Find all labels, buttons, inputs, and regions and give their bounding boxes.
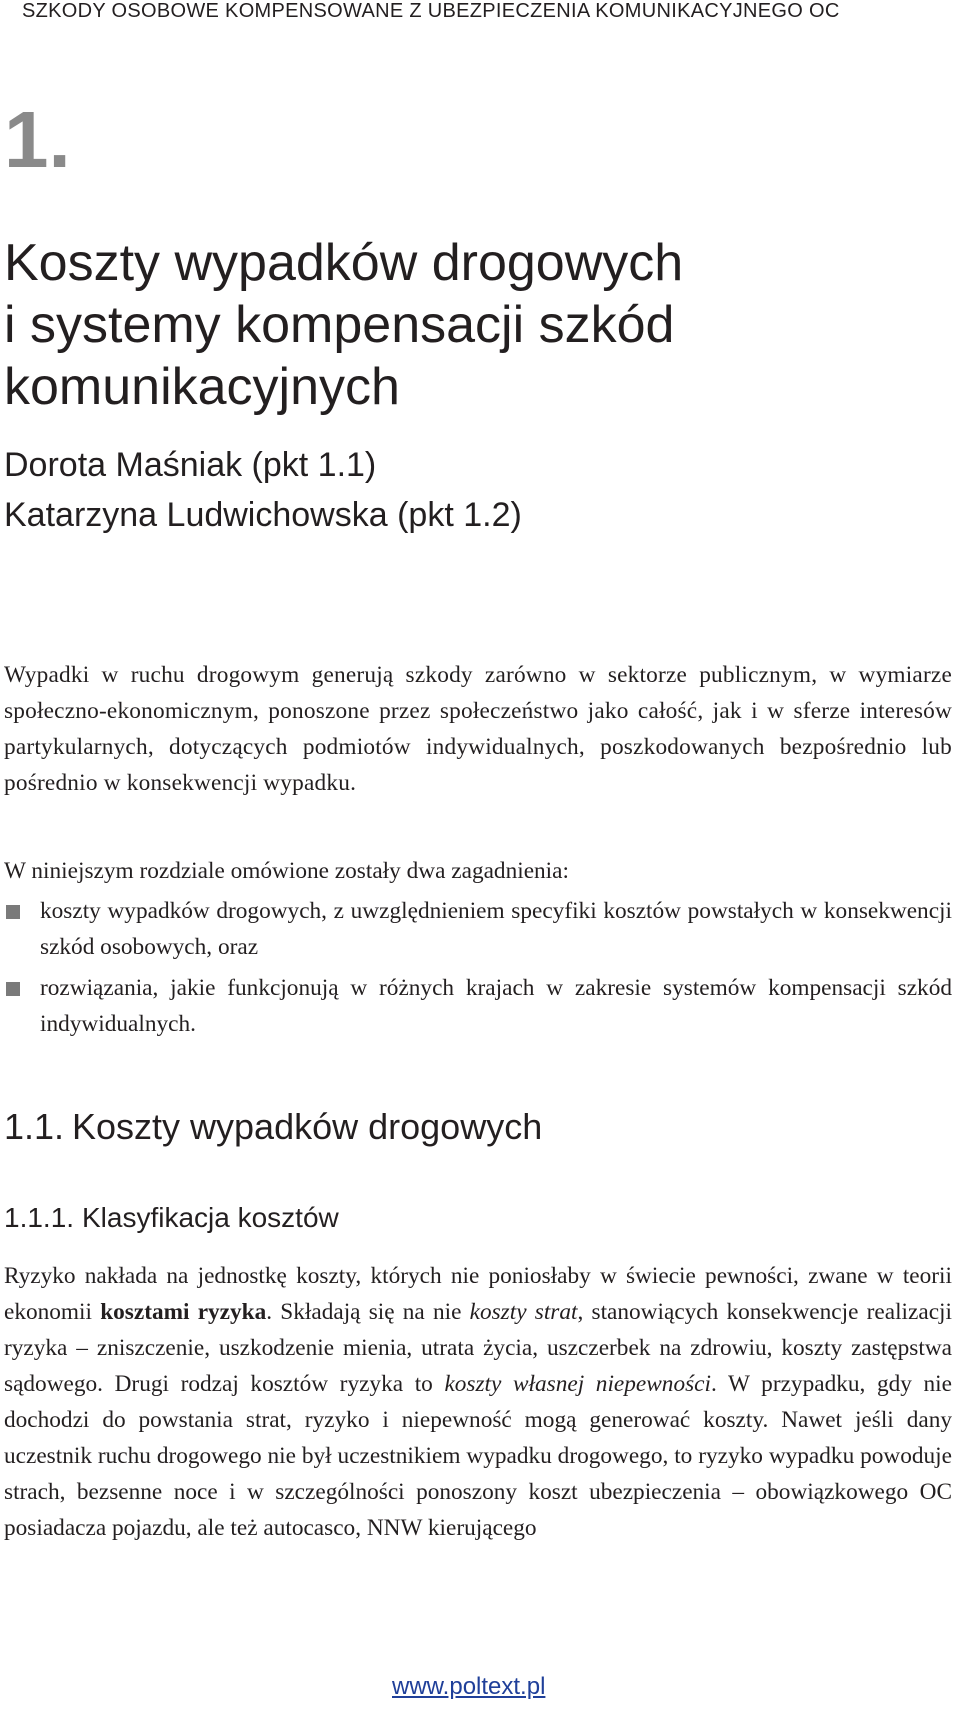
running-header: SZKODY OSOBOWE KOMPENSOWANE Z UBEZPIECZENIA KOMUNIKACYJNEGO OC [22,0,840,22]
chapter-title-line: Koszty wypadków drogowych [4,234,684,292]
section-title: Koszty wypadków drogowych [72,1106,543,1147]
body-text: . W przypadku, gdy nie dochodzi do powstania strat, ryzyko i niepewność mogą generować koszty. Nawet jeśli dany uczestnik ruchu drogowego nie był uczestnikiem wypadku drogowego, to ryzyko wypadku powoduje strach, bezsenne noce i w szczególności ponoszony koszt ubezpieczenia – obowiązkowego OC posiadacza pojazdu, ale też autocasco, NNW kierującego [4,1371,952,1541]
list-item [4,893,952,965]
author: Dorota Maśniak (pkt 1.1) [4,446,377,484]
section-body-paragraph [4,1258,952,1546]
chapter-number: 1. [4,95,71,184]
subsection-heading [4,1200,339,1236]
intro-paragraph: Wypadki w ruchu drogowym generują szkody zarówno w sektorze publicznym, w wymiarze społeczno-ekonomicznym, ponoszone przez społeczeństwo jako całość, jak i w sferze interesów partykularnych, dotyczących podmiotów indywidualnych, poszkodowanych bezpośrednio lub pośrednio w konsekwencji wypadku. [4,662,952,796]
author: Katarzyna Ludwichowska (pkt 1.2) [4,496,522,534]
authors [4,440,522,540]
chapter-title-line: i systemy kompensacji szkód [4,296,675,354]
body-italic-term: koszty własnej niepewności [444,1371,711,1397]
square-bullet-icon [6,905,20,919]
subsection-number: 1.1.1. [4,1202,75,1233]
list-item [4,970,952,1042]
chapter-title-line: komunikacyjnych [4,358,400,416]
footer-website-link[interactable]: www.poltext.pl [392,1673,546,1700]
body-text: Ryzyko nakłada na jednostkę koszty, których nie poniosłaby w świecie pewności, zwane w teorii ekonomii [4,1263,952,1325]
chapter-title [4,232,954,418]
body-italic-term: koszty strat [469,1299,578,1325]
bullet-list [4,893,952,1047]
list-item-text: koszty wypadków drogowych, z uwzględnieniem specyfiki kosztów powstałych w konsekwencji szkód osobowych, oraz [40,898,952,960]
body-bold-term: kosztami ryzyka [100,1299,267,1325]
body-text: . Składają się na nie [266,1299,470,1325]
section-heading [4,1105,542,1149]
square-bullet-icon [6,982,20,996]
subsection-title: Klasyfikacja kosztów [82,1202,339,1233]
section-number: 1.1. [4,1106,65,1147]
body-text: , stanowiących konsekwencje realizacji ryzyka – zniszczenie, uszkodzenie mienia, utrata życia, uszczerbek na zdrowiu, koszty zastępstwa sądowego. Drugi rodzaj kosztów ryzyka to [4,1299,952,1397]
list-item-text: rozwiązania, jakie funkcjonują w różnych krajach w zakresie systemów kompensacji szkód indywidualnych. [40,975,952,1037]
intro-lead: W niniejszym rozdziale omówione zostały dwa zagadnienia: [4,858,569,884]
